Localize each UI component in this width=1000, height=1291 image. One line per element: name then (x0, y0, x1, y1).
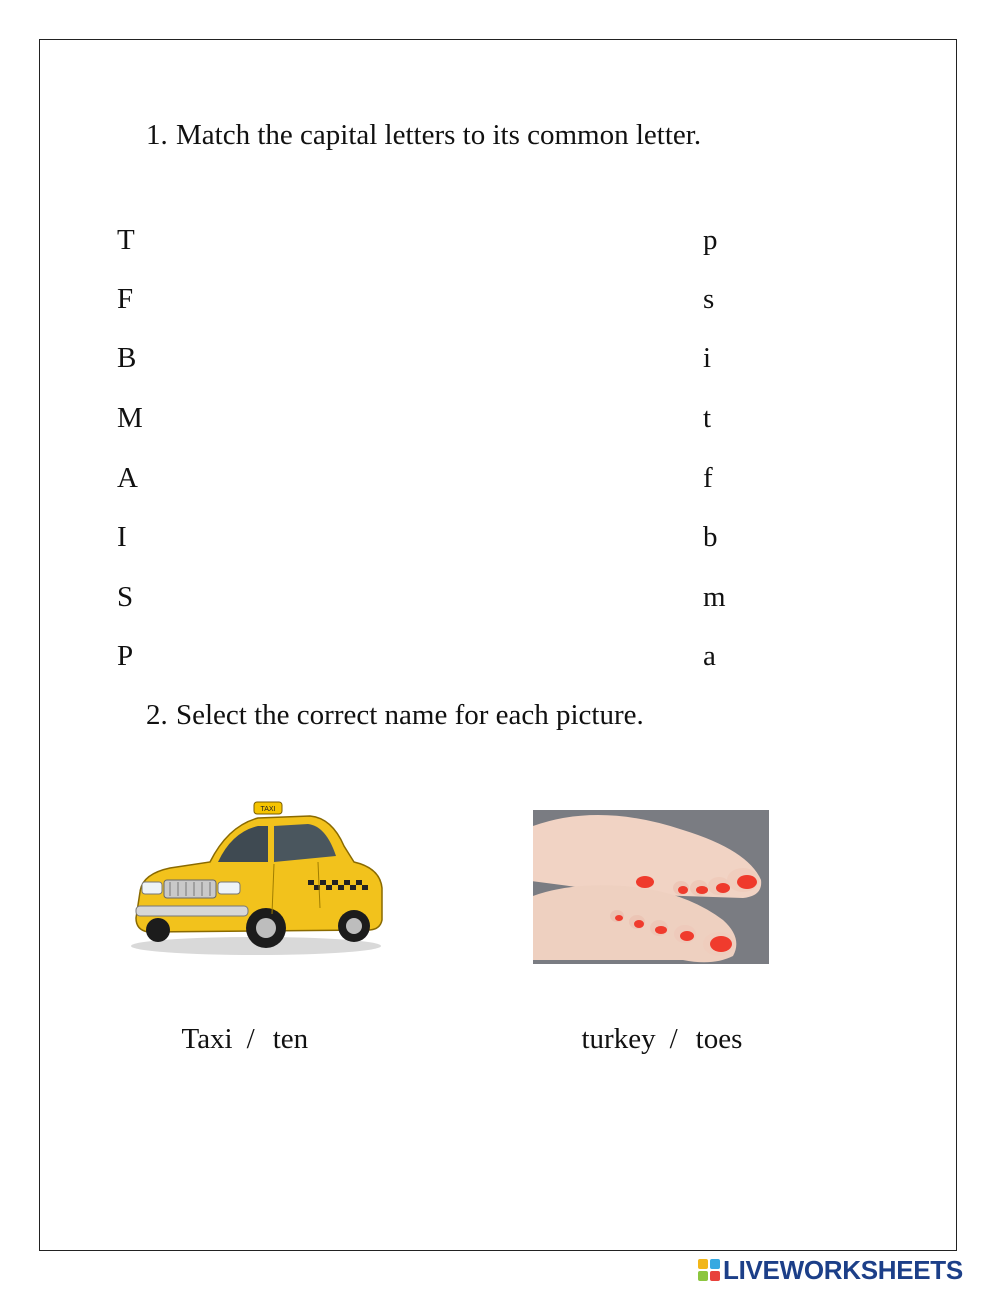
worksheet-frame (39, 39, 957, 1251)
choice-toes[interactable]: toes (695, 1023, 743, 1055)
liveworksheets-logo (698, 1256, 963, 1284)
choice-ten[interactable]: ten (272, 1023, 309, 1055)
capital-letter[interactable]: S (117, 581, 134, 613)
section-2-heading (146, 698, 644, 732)
common-letter[interactable]: t (703, 402, 712, 434)
capital-letter[interactable]: I (117, 521, 127, 553)
common-letter[interactable]: i (703, 342, 712, 374)
section-1-heading (146, 118, 701, 152)
taxi-cab-image (118, 796, 400, 966)
capital-letter[interactable]: F (117, 283, 134, 315)
capital-letter[interactable]: P (117, 640, 134, 672)
common-letter[interactable]: m (703, 581, 726, 613)
liveworksheets-icon (698, 1259, 720, 1281)
choice-turkey[interactable]: turkey (581, 1023, 656, 1055)
section-1-title: Match the capital letters to its common letter. (176, 119, 702, 151)
common-letter[interactable]: b (703, 521, 718, 553)
capital-letter[interactable]: A (117, 462, 138, 494)
brand-name: LIVEWORKSHEETS (723, 1254, 963, 1285)
choice-separator: / (669, 1023, 678, 1055)
section-2-number: 2. (146, 699, 168, 731)
picture-1-choices (167, 988, 308, 1056)
choice-separator: / (246, 1023, 255, 1055)
picture-2-choices (567, 988, 742, 1056)
painted-toes-image (533, 810, 769, 964)
common-letter[interactable]: a (703, 640, 716, 672)
common-letter[interactable]: s (703, 283, 715, 315)
choice-taxi[interactable]: Taxi (181, 1023, 233, 1055)
section-2-title: Select the correct name for each picture. (176, 699, 644, 731)
capital-letter[interactable]: B (117, 342, 137, 374)
common-letter[interactable]: f (703, 462, 713, 494)
common-letter[interactable]: p (703, 224, 718, 256)
capital-letter[interactable]: M (117, 402, 143, 434)
capital-letter[interactable]: T (117, 224, 135, 256)
svg-text:TAXI: TAXI (260, 806, 276, 813)
section-1-number: 1. (146, 119, 168, 151)
